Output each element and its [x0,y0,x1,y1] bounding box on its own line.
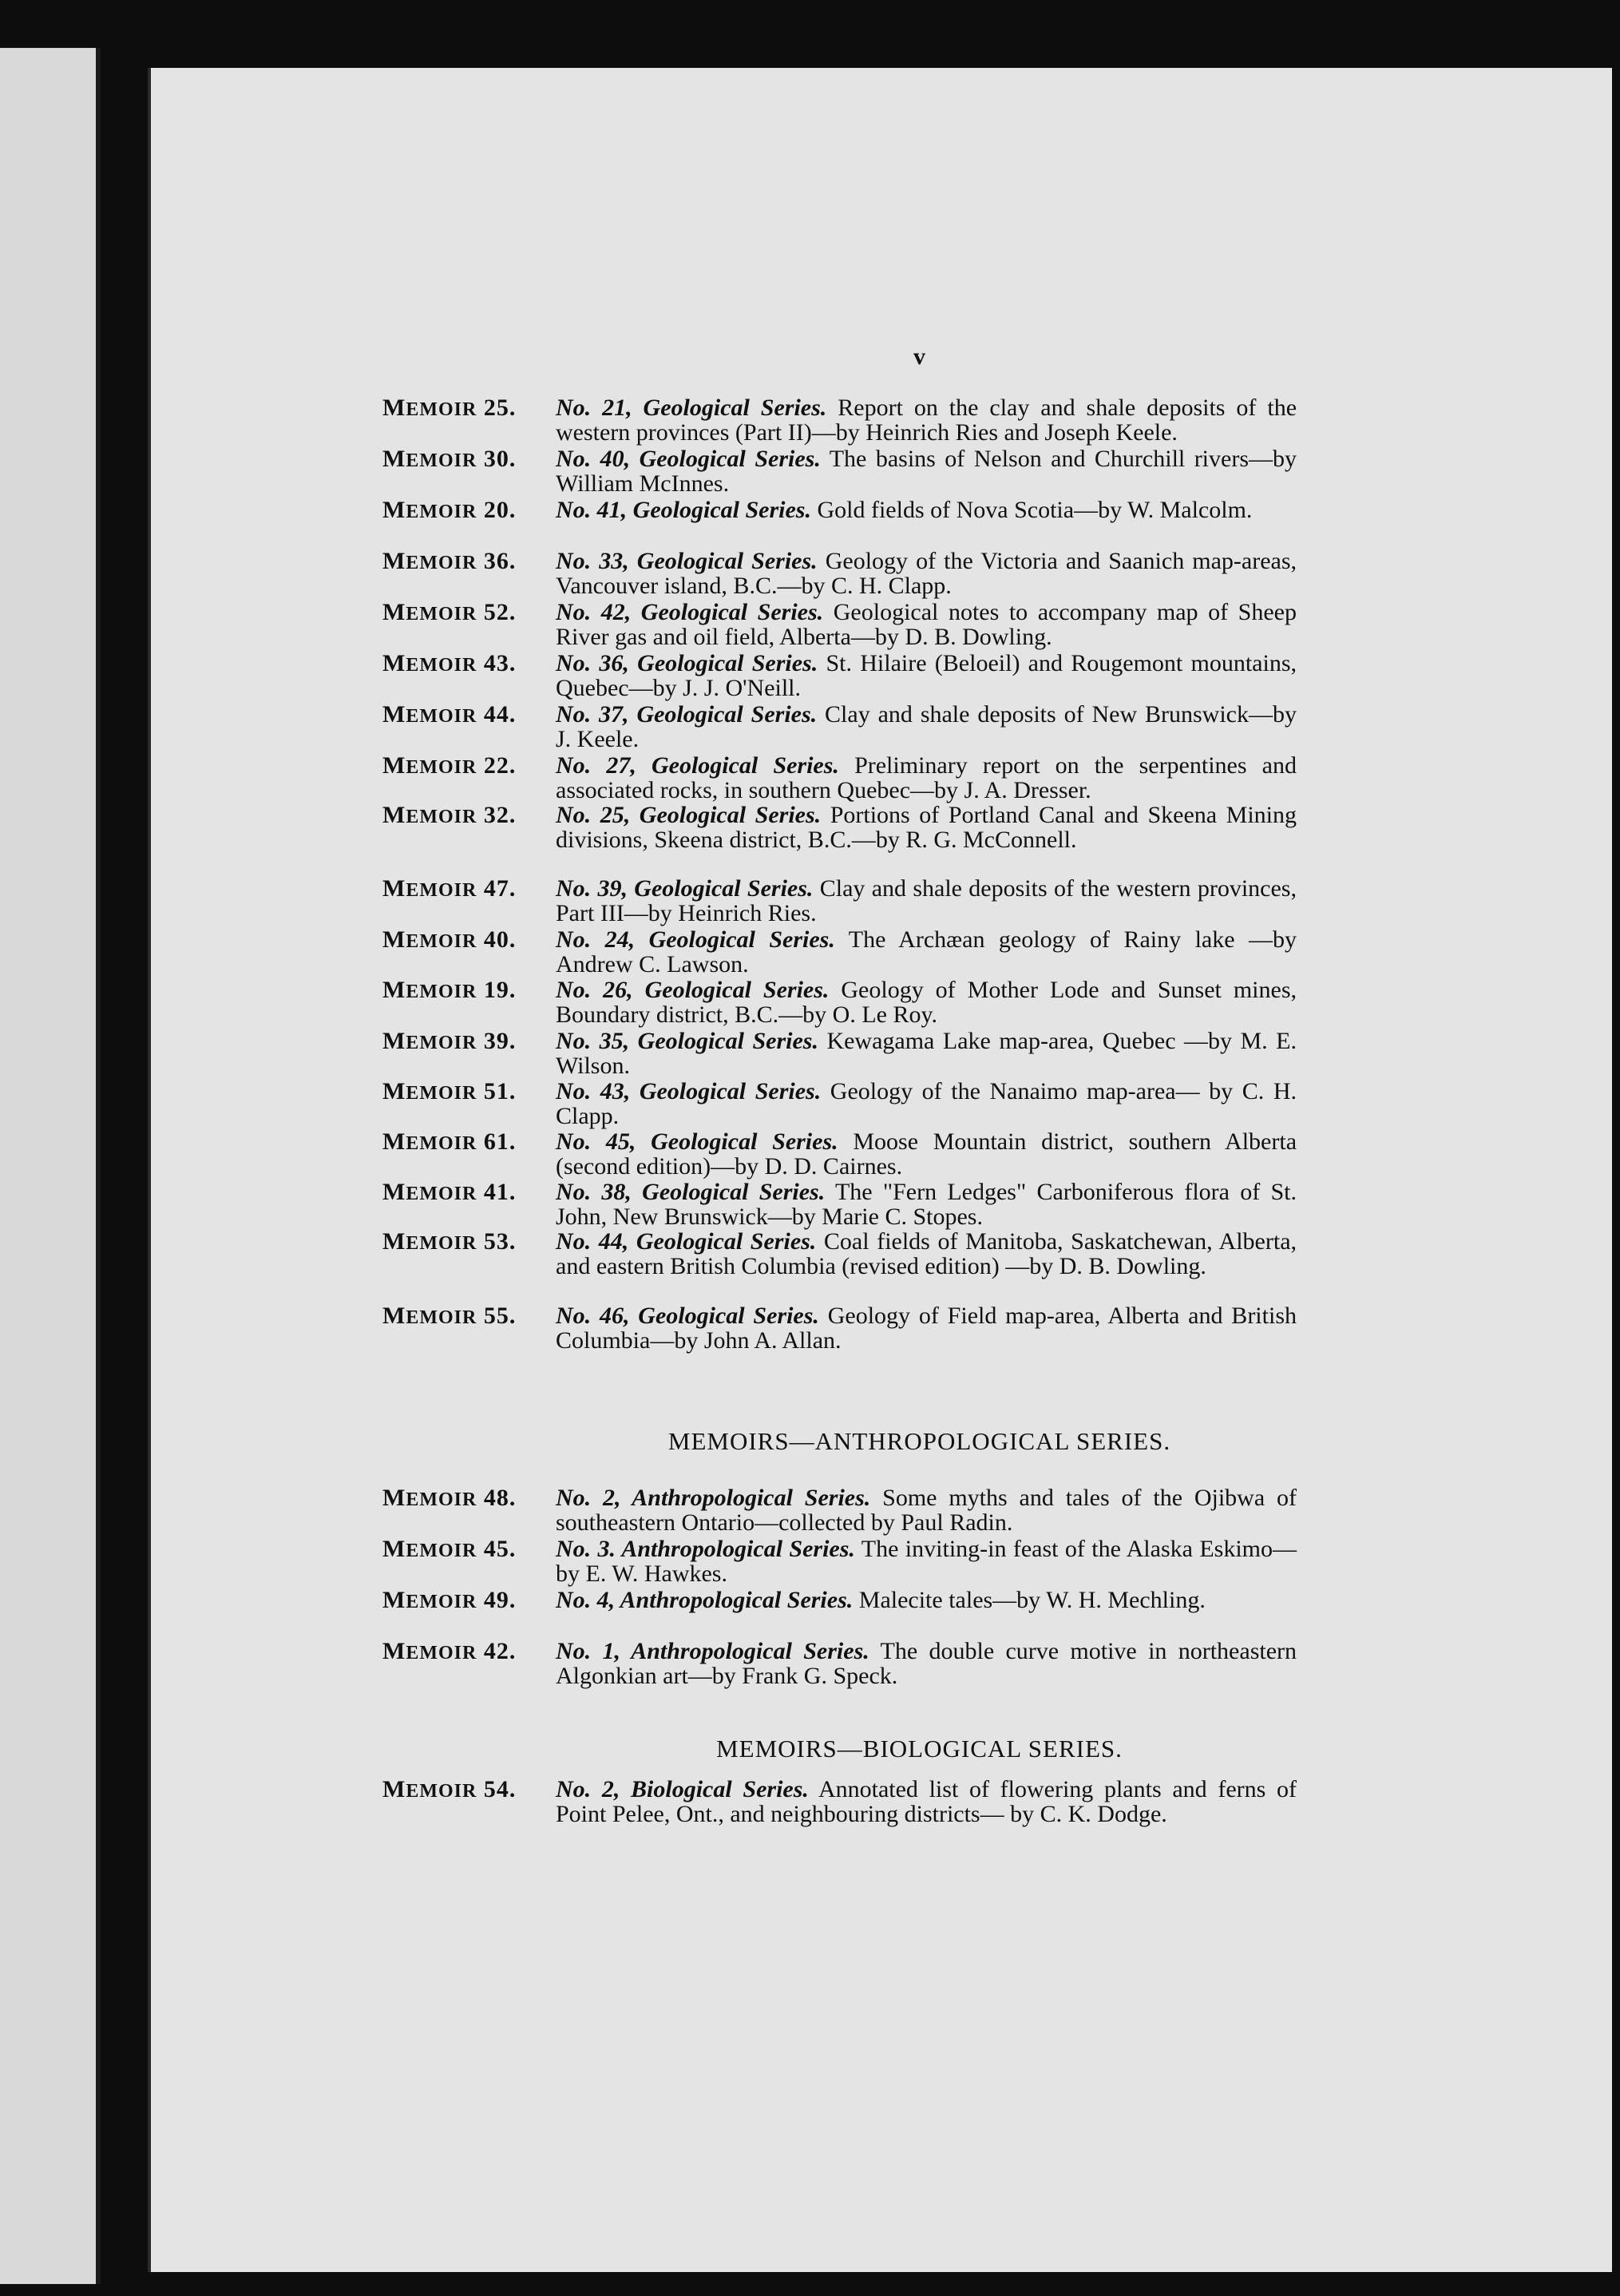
memoir-title: Geology of the Victoria and Saanich map-areas, Vancouver island, B.C.—by C. H. Clapp. [556,548,1297,599]
memoir-description [556,1029,1297,1078]
memoir-number: MEMOIR 30. [382,446,517,472]
memoir-title: Geology of Field map-area, Alberta and British Columbia—by John A. Allan. [556,1303,1297,1354]
memoir-title: Geology of Mother Lode and Sunset mines, Boundary district, B.C.—by O. Le Roy. [556,977,1297,1028]
series-label: No. 35, Geological Series. [556,1028,818,1054]
facing-page-edge [0,48,101,2284]
memoir-number: MEMOIR 22. [382,752,517,779]
series-label: No. 46, Geological Series. [556,1303,819,1329]
series-label: No. 3. Anthropological Series. [556,1536,855,1562]
memoir-title: The inviting-in feast of the Alaska Eskimo—by E. W. Hawkes. [556,1536,1297,1587]
memoir-title: Some myths and tales of the Ojibwa of southeastern Ontario—collected by Paul Radin. [556,1485,1297,1536]
memoir-number: MEMOIR 47. [382,875,517,902]
memoir-number: MEMOIR 49. [382,1587,517,1613]
document-page [148,68,1612,2272]
memoir-number: MEMOIR 61. [382,1128,517,1155]
memoir-description [556,1079,1297,1128]
memoir-title: Clay and shale deposits of the western provinces, Part III—by Heinrich Ries. [556,875,1297,926]
memoir-description [556,446,1297,496]
memoir-title: Annotated list of flowering plants and ferns of Point Pelee, Ont., and neighbouring districts— by C. K. Dodge. [556,1776,1297,1827]
memoir-description [556,1588,1297,1612]
memoir-description [556,803,1297,852]
memoir-number: MEMOIR 45. [382,1536,517,1562]
memoir-description [556,977,1297,1027]
series-label: No. 41, Geological Series. [556,497,811,523]
series-label: No. 25, Geological Series. [556,802,822,828]
series-label: No. 1, Anthropological Series. [556,1638,869,1664]
memoir-title: Kewagama Lake map-area, Quebec —by M. E. Wilson. [556,1028,1297,1079]
memoir-number: MEMOIR 54. [382,1776,517,1802]
series-label: No. 37, Geological Series. [556,701,818,728]
series-label: No. 44, Geological Series. [556,1228,817,1255]
memoir-number: MEMOIR 55. [382,1303,517,1329]
memoir-title: The basins of Nelson and Churchill rivers—by William McInnes. [556,446,1297,497]
memoir-description [556,1537,1297,1586]
series-label: No. 40, Geological Series. [556,446,821,472]
memoir-number: MEMOIR 53. [382,1228,517,1255]
memoir-description [556,753,1297,803]
section-heading: MEMOIRS—BIOLOGICAL SERIES. [716,1735,1123,1763]
memoir-description [556,498,1297,522]
series-label: No. 36, Geological Series. [556,650,818,676]
page-number: v [913,343,925,370]
memoir-title: Geological notes to accompany map of Sheep River gas and oil field, Alberta—by D. B. Dowling. [556,599,1297,650]
series-label: No. 38, Geological Series. [556,1179,826,1205]
memoir-description [556,1180,1297,1229]
series-label: No. 43, Geological Series. [556,1078,822,1104]
memoir-number: MEMOIR 52. [382,599,517,625]
memoir-description [556,927,1297,977]
memoir-description [556,395,1297,445]
memoir-title: Gold fields of Nova Scotia—by W. Malcolm. [810,497,1253,523]
memoir-description [556,600,1297,649]
memoir-title: Coal fields of Manitoba, Saskatchewan, Alberta, and eastern British Columbia (revised edition) —by D. B. Dowling. [556,1228,1297,1279]
memoir-number: MEMOIR 20. [382,497,517,523]
memoir-description [556,651,1297,700]
memoir-title: Moose Mountain district, southern Alberta (second edition)—by D. D. Cairnes. [556,1128,1297,1180]
memoir-number: MEMOIR 25. [382,395,517,421]
memoir-description [556,1129,1297,1179]
memoir-description [556,1777,1297,1826]
series-label: No. 33, Geological Series. [556,548,818,574]
series-label: No. 21, Geological Series. [556,395,827,421]
memoir-title: Geology of the Nanaimo map-area— by C. H. Clapp. [556,1078,1297,1129]
memoir-description [556,1229,1297,1279]
memoir-number: MEMOIR 41. [382,1179,517,1205]
memoir-description [556,1639,1297,1688]
memoir-description [556,549,1297,598]
memoir-number: MEMOIR 39. [382,1028,517,1054]
memoir-title: Clay and shale deposits of New Brunswick—by J. Keele. [556,701,1297,752]
memoir-number: MEMOIR 44. [382,701,517,728]
memoir-title: Report on the clay and shale deposits of the western provinces (Part II)—by Heinrich Ries and Joseph Keele. [556,395,1297,446]
series-label: No. 2, Anthropological Series. [556,1485,871,1511]
series-label: No. 27, Geological Series. [556,752,839,779]
series-label: No. 26, Geological Series. [556,977,830,1003]
memoir-number: MEMOIR 48. [382,1485,517,1511]
memoir-number: MEMOIR 43. [382,650,517,676]
memoir-title: The "Fern Ledges" Carboniferous flora of St. John, New Brunswick—by Marie C. Stopes. [556,1179,1297,1230]
memoir-title: The Archæan geology of Rainy lake —by Andrew C. Lawson. [556,926,1297,977]
series-label: No. 39, Geological Series. [556,875,814,902]
memoir-description [556,876,1297,926]
series-label: No. 24, Geological Series. [556,926,835,953]
memoir-title: The double curve motive in northeastern Algonkian art—by Frank G. Speck. [556,1638,1297,1689]
series-label: No. 4, Anthropological Series. [556,1587,854,1613]
series-label: No. 42, Geological Series. [556,599,824,625]
series-label: No. 45, Geological Series. [556,1128,838,1155]
memoir-number: MEMOIR 42. [382,1638,517,1664]
memoir-number: MEMOIR 40. [382,926,517,953]
memoir-description [556,1303,1297,1353]
series-label: No. 2, Biological Series. [556,1776,809,1802]
memoir-number: MEMOIR 36. [382,548,517,574]
memoir-description [556,1485,1297,1535]
section-heading: MEMOIRS—ANTHROPOLOGICAL SERIES. [667,1427,1171,1455]
memoir-title: Malecite tales—by W. H. Mechling. [853,1587,1206,1613]
memoir-title: Portions of Portland Canal and Skeena Mining divisions, Skeena district, B.C.—by R. G. McConnell. [556,802,1297,853]
memoir-number: MEMOIR 32. [382,802,517,828]
memoir-title: St. Hilaire (Beloeil) and Rougemont mountains, Quebec—by J. J. O'Neill. [556,650,1297,701]
memoir-description [556,702,1297,751]
memoir-title: Preliminary report on the serpentines and associated rocks, in southern Quebec—by J. A. Dresser. [556,752,1297,803]
memoir-number: MEMOIR 51. [382,1078,517,1104]
memoir-number: MEMOIR 19. [382,977,517,1003]
